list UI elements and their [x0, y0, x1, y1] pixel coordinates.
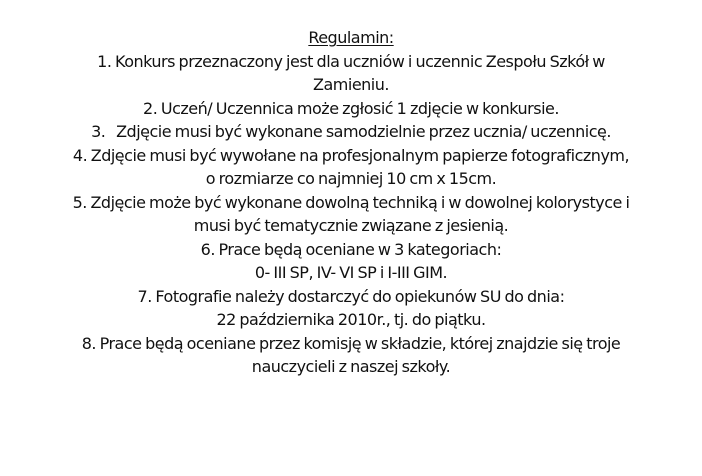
regulations-document: [0, 26, 702, 379]
rule-1-line-1: 1. Konkurs przeznaczony jest dla uczniów i uczennic Zespołu Szkół w: [97, 51, 605, 71]
document-title: Regulamin:: [308, 28, 394, 47]
rule-7-line-1: 7. Fotografie należy dostarczyć do opiekunów SU do dnia:: [137, 286, 565, 306]
rule-1-line-2: Zamieniu.: [313, 75, 389, 94]
rule-6-line-1: 6. Prace będą oceniane w 3 kategoriach:: [200, 239, 502, 259]
rule-3-line: 3. Zdjęcie musi być wykonane samodzielnie przez ucznia/ uczennicę.: [91, 122, 611, 141]
rule-7-line-2: 22 października 2010r., tj. do piątku.: [216, 310, 486, 329]
rule-5-line-2: musi być tematycznie związane z jesienią.: [193, 216, 509, 235]
rule-8-line-2: nauczycieli z naszej szkoły.: [251, 357, 451, 376]
rule-6-line-2: 0- III SP, IV- VI SP i I-III GIM.: [254, 263, 448, 282]
rule-4-line-2: o rozmiarze co najmniej 10 cm x 15cm.: [205, 169, 497, 188]
rule-4-line-1: 4. Zdjęcie musi być wywołane na profesjonalnym papierze fotograficznym,: [72, 145, 630, 165]
rule-5-line-1: 5. Zdjęcie może być wykonane dowolną techniką i w dowolnej kolorystyce i: [72, 192, 630, 212]
rule-8-line-1: 8. Prace będą oceniane przez komisję w składzie, której znajdzie się troje: [81, 333, 621, 353]
rule-2-line: 2. Uczeń/ Uczennica może zgłosić 1 zdjęcie w konkursie.: [143, 98, 559, 118]
